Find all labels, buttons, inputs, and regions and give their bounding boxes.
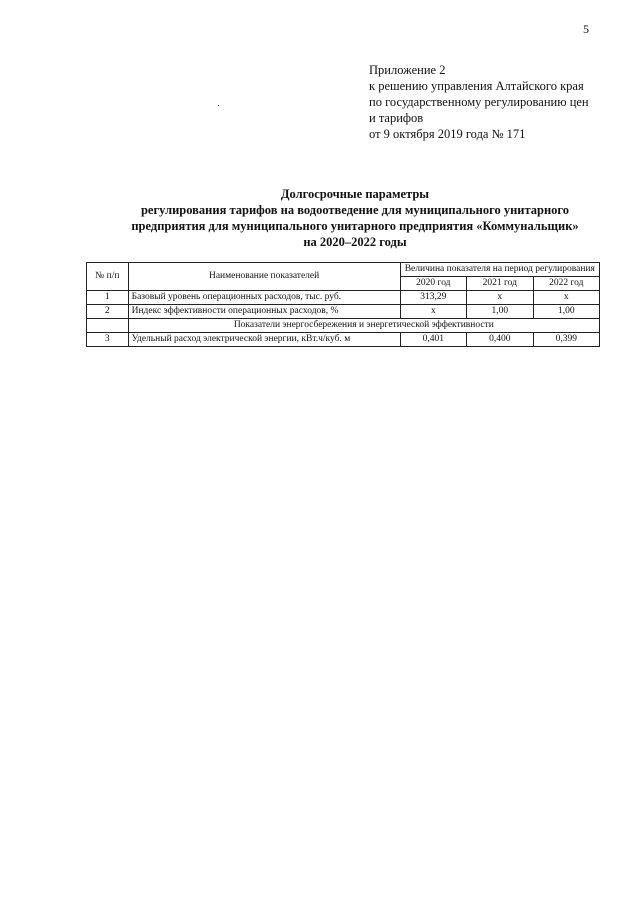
header-year: 2021 год [467, 277, 533, 291]
row-value: 1,00 [533, 305, 599, 319]
section-label: Показатели энергосбережения и энергетической эффективности [128, 319, 599, 333]
appendix-block [369, 62, 589, 142]
table-row [87, 305, 600, 319]
row-value: х [400, 305, 467, 319]
appendix-line: по государственному регулированию цен [369, 95, 589, 109]
title-line: предприятия для муниципального унитарного предприятия «Коммунальщик» [131, 219, 579, 233]
row-value: 1,00 [467, 305, 533, 319]
title-line: регулирования тарифов на водоотведение для муниципального унитарного [140, 203, 570, 217]
appendix-line: к решению управления Алтайского края [369, 79, 584, 93]
row-name: Базовый уровень операционных расходов, тыс. руб. [128, 291, 400, 305]
table-row [87, 291, 600, 305]
scan-speck [218, 105, 219, 106]
row-value: х [533, 291, 599, 305]
parameters-table [86, 262, 600, 347]
row-num: 2 [87, 305, 129, 319]
row-name: Индекс эффективности операционных расходов, % [128, 305, 400, 319]
appendix-line: и тарифов [369, 111, 424, 125]
row-value: 0,399 [533, 333, 599, 347]
appendix-line: Приложение 2 [369, 63, 446, 77]
title-line: на 2020–2022 годы [303, 235, 407, 249]
table-header-row [87, 263, 600, 277]
header-num: № п/п [87, 263, 129, 291]
appendix-line: от 9 октября 2019 года № 171 [369, 127, 526, 141]
row-value: 313,29 [400, 291, 467, 305]
table-section-row [87, 319, 600, 333]
header-year: 2020 год [400, 277, 467, 291]
row-value: х [467, 291, 533, 305]
header-year: 2022 год [533, 277, 599, 291]
header-name: Наименование показателей [128, 263, 400, 291]
row-value: 0,401 [400, 333, 467, 347]
document-title [100, 186, 610, 250]
row-value: 0,400 [467, 333, 533, 347]
header-value-group: Величина показателя на период регулирования [400, 263, 599, 277]
row-name: Удельный расход электрической энергии, кВт.ч/куб. м [128, 333, 400, 347]
row-num: 1 [87, 291, 129, 305]
section-empty-cell [87, 319, 129, 333]
page-number: 5 [583, 22, 589, 36]
row-num: 3 [87, 333, 129, 347]
title-line: Долгосрочные параметры [280, 187, 430, 201]
table-row [87, 333, 600, 347]
